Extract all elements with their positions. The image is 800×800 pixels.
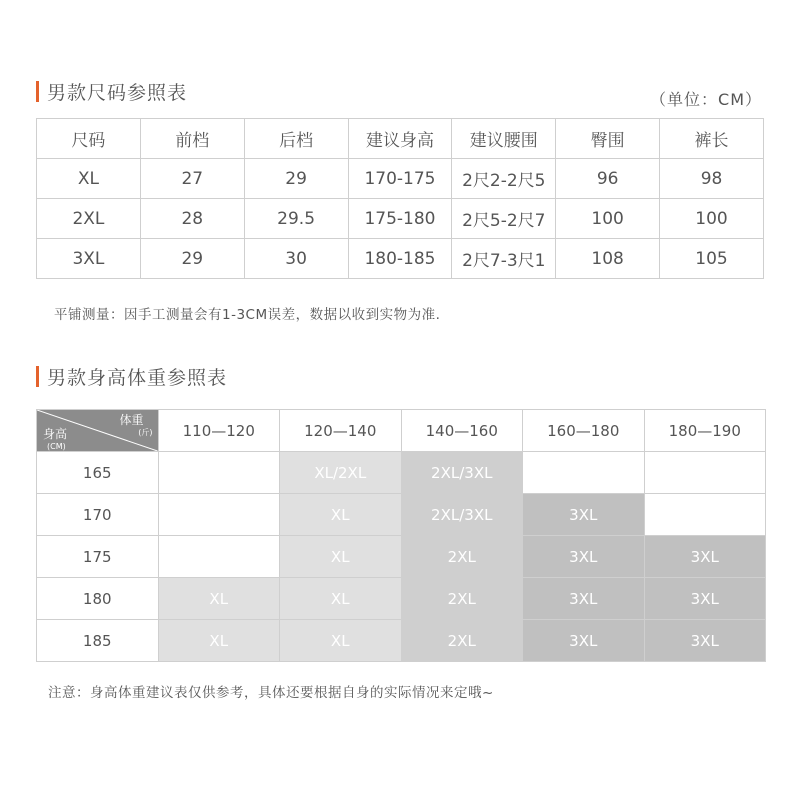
table-cell: 100	[556, 199, 660, 239]
size-table	[36, 118, 764, 279]
table-row	[37, 452, 766, 494]
table-row	[37, 536, 766, 578]
corner-header-cell	[37, 410, 159, 452]
size-cell	[158, 536, 280, 578]
table-cell: 2XL	[37, 199, 141, 239]
table-cell: 100	[660, 199, 764, 239]
header-cell: 后档	[244, 119, 348, 159]
table-cell: 29	[244, 159, 348, 199]
table-cell: 180-185	[348, 239, 452, 279]
height-cell: 170	[37, 494, 159, 536]
size-cell: 2XL/3XL	[401, 494, 523, 536]
size-chart-title	[36, 78, 187, 105]
table-cell: 29	[140, 239, 244, 279]
table-row	[37, 620, 766, 662]
size-cell: 3XL	[523, 494, 645, 536]
weight-range-header: 110—120	[158, 410, 280, 452]
size-cell: 3XL	[523, 536, 645, 578]
table-cell: 105	[660, 239, 764, 279]
size-cell: XL	[280, 578, 402, 620]
header-cell: 尺码	[37, 119, 141, 159]
height-cell: 185	[37, 620, 159, 662]
table-cell: 98	[660, 159, 764, 199]
table-cell: 3XL	[37, 239, 141, 279]
height-cell: 165	[37, 452, 159, 494]
size-cell: XL	[158, 578, 280, 620]
table-row	[37, 159, 764, 199]
corner-height-label: 身高	[43, 427, 68, 441]
table-cell: 2尺2-2尺5	[452, 159, 556, 199]
table-cell: 96	[556, 159, 660, 199]
size-cell: 2XL	[401, 578, 523, 620]
hw-chart-title-text: 男款身高体重参照表	[47, 367, 228, 389]
table-cell: 2尺5-2尺7	[452, 199, 556, 239]
table-cell: 30	[244, 239, 348, 279]
weight-range-header: 180—190	[644, 410, 766, 452]
weight-range-header: 140—160	[401, 410, 523, 452]
table-cell: 170-175	[348, 159, 452, 199]
table-cell: 27	[140, 159, 244, 199]
size-cell: XL	[280, 494, 402, 536]
corner-height-unit: (CM)	[47, 442, 66, 451]
unit-label: （单位：CM）	[650, 90, 762, 109]
title-accent-bar	[36, 81, 39, 102]
header-cell: 前档	[140, 119, 244, 159]
measurement-note: 平铺测量：因手工测量会有1-3CM误差，数据以收到实物为准.	[54, 307, 441, 323]
table-row	[37, 494, 766, 536]
size-cell: 2XL	[401, 620, 523, 662]
size-cell: 3XL	[644, 578, 766, 620]
size-cell: 2XL	[401, 536, 523, 578]
hw-header-row	[37, 410, 766, 452]
height-weight-table	[36, 409, 766, 662]
size-cell: 3XL	[644, 620, 766, 662]
size-cell	[158, 452, 280, 494]
size-cell: 3XL	[523, 578, 645, 620]
size-cell: 2XL/3XL	[401, 452, 523, 494]
table-cell: 28	[140, 199, 244, 239]
height-cell: 180	[37, 578, 159, 620]
table-row	[37, 199, 764, 239]
size-cell: 3XL	[644, 536, 766, 578]
table-cell: XL	[37, 159, 141, 199]
size-cell	[158, 494, 280, 536]
header-cell: 臀围	[556, 119, 660, 159]
weight-range-header: 120—140	[280, 410, 402, 452]
table-row	[37, 239, 764, 279]
header-cell: 建议身高	[348, 119, 452, 159]
hw-chart-title	[36, 363, 227, 390]
corner-weight-label: 体重	[119, 413, 144, 427]
title-accent-bar	[36, 366, 39, 387]
size-table-header-row	[37, 119, 764, 159]
table-cell: 29.5	[244, 199, 348, 239]
size-cell: XL	[158, 620, 280, 662]
size-cell	[644, 452, 766, 494]
table-cell: 175-180	[348, 199, 452, 239]
height-cell: 175	[37, 536, 159, 578]
size-cell: XL	[280, 536, 402, 578]
size-chart-title-text: 男款尺码参照表	[47, 82, 188, 104]
header-cell: 裤长	[660, 119, 764, 159]
corner-weight-unit: (斤)	[138, 428, 153, 437]
weight-range-header: 160—180	[523, 410, 645, 452]
size-cell	[644, 494, 766, 536]
size-cell: 3XL	[523, 620, 645, 662]
hw-note: 注意：身高体重建议表仅供参考，具体还要根据自身的实际情况来定哦~	[48, 685, 494, 701]
size-cell: XL/2XL	[280, 452, 402, 494]
table-cell: 2尺7-3尺1	[452, 239, 556, 279]
table-row	[37, 578, 766, 620]
size-cell: XL	[280, 620, 402, 662]
size-cell	[523, 452, 645, 494]
header-cell: 建议腰围	[452, 119, 556, 159]
table-cell: 108	[556, 239, 660, 279]
